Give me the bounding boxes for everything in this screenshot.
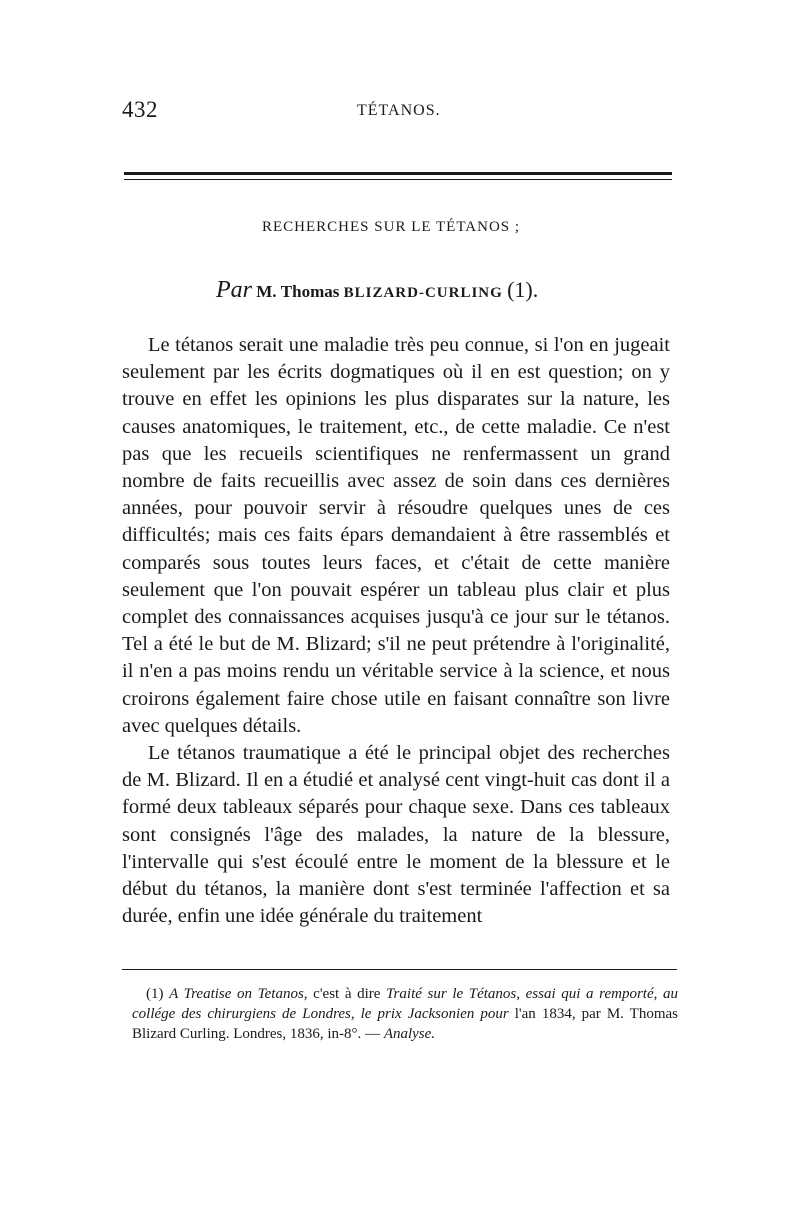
footnote-rule [122,969,677,970]
header-rule [124,172,672,175]
footnote-text-1: c'est à dire [313,986,381,1002]
body-text [122,332,670,930]
byline-note-ref: (1). [507,277,539,302]
paragraph-2: Le tétanos traumatique a été le principal objet des recherches de M. Blizard. Il en a étudié et analysé cent vingt-huit cas dont il a formé deux tableaux séparés pour chaque sexe. Dans ces tableaux sont consignés l'âge des malades, la nature de la blessure, l'intervalle qui s'est écoulé entre le moment de la blessure et le début du tétanos, la manière dont s'est terminée l'affection et sa durée, enfin une idée générale du traitement [122,742,670,928]
footnote-closing: Analyse. [383,1026,436,1042]
byline-surname: BLIZARD-CURLING [343,285,503,301]
footnote-text-2: l'an 1834, par M. Thomas Blizard Curling. Londres, 1836, in-8°. — [132,1006,678,1042]
footnote-translation: Traité sur le Tétanos, essai qui a remporté, au collége des chirurgiens de Londres, le prix Jacksonien pour [132,986,678,1022]
byline-m: M. [256,282,277,301]
paragraph-1: Le tétanos serait une maladie très peu connue, si l'on en jugeait seulement par les écrits dogmatiques où il en est question; on y trouve en effet les opinions les plus disparates sur la nature, les causes anatomiques, le traitement, etc., de cette maladie. Ce n'est pas que les recueils scientifiques ne renfermassent un grand nombre de faits recueillis avec assez de soin dans ces dernières années, pour pouvoir servir à résoudre quelques unes de ces difficultés; mais ces faits épars demandaient à être rassemblés et comparés sous toutes leurs faces, et c'était de cette manière seulement que l'on pouvait espérer un tableau plus clair et plus complet des connaissances acquises jusqu'à ce jour sur le tétanos. Tel a été le but de M. Blizard; s'il ne peut prétendre à l'originalité, il n'en a pas moins rendu un véritable service à la science, et nous croirons également faire chose utile en faisant connaître son livre avec quelques détails. [122,334,670,737]
running-head: TÉTANOS. [357,102,441,119]
byline-par: Par [216,277,252,303]
byline [216,277,538,304]
section-title: RECHERCHES SUR LE TÉTANOS ; [262,219,521,235]
footnote [132,984,678,1044]
footnote-title: A Treatise on Tetanos, [169,986,308,1002]
byline-first-name: Thomas [280,282,340,301]
page-number: 432 [122,97,158,122]
footnote-marker: (1) [146,986,164,1002]
